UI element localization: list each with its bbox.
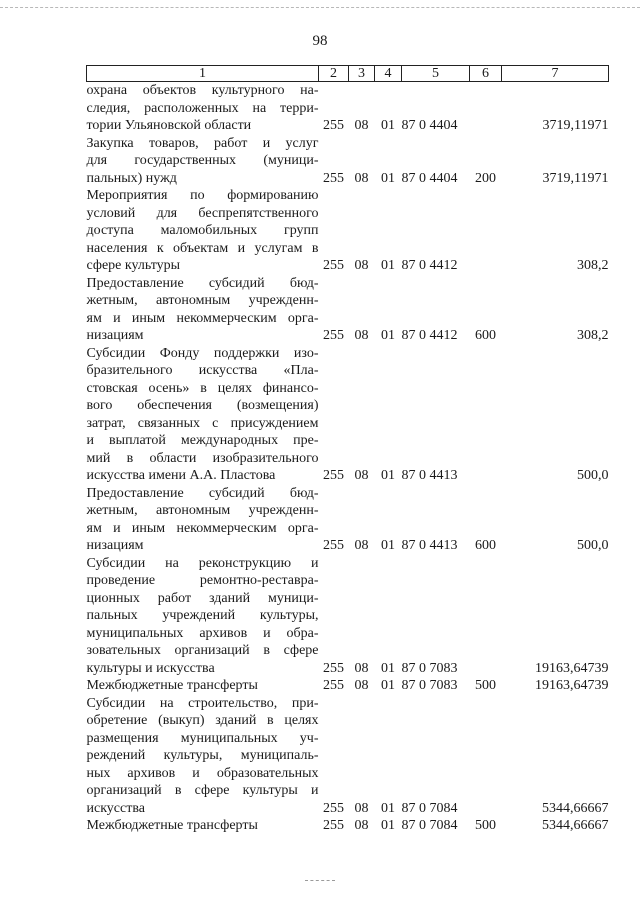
row-name-line: ям и иным некоммерческим орга- — [86, 520, 319, 536]
row-amount: 5344,66667 — [542, 818, 609, 833]
table-body — [87, 82, 609, 835]
row-name-line: и выплатой международных пре- — [86, 433, 319, 448]
column-header: 5 — [402, 66, 470, 82]
column-header: 7 — [502, 66, 609, 82]
row-expense-type — [470, 82, 502, 135]
table-row — [87, 555, 609, 678]
row-name-line: Закупка товаров, работ и услуг — [86, 135, 319, 151]
row-amount: 19163,64739 — [535, 660, 609, 676]
row-expense-type: 500 — [475, 678, 496, 693]
row-admin-code: 255 — [323, 800, 344, 816]
row-name-line: сфере культуры — [86, 258, 181, 273]
row-section-code: 08 — [354, 328, 369, 343]
row-name — [87, 555, 319, 678]
column-header: 2 — [319, 66, 349, 82]
row-subsection-code: 01 — [381, 328, 395, 343]
row-target-article: 87 0 7083 — [401, 678, 458, 693]
row-amount: 5344,66667 — [542, 800, 609, 816]
row-name-line: тории Ульяновской области — [86, 118, 252, 133]
row-expense-type — [470, 695, 502, 818]
row-expense-type — [470, 555, 502, 678]
row-name-line: Предоставление субсидий бюд- — [86, 485, 319, 501]
row-name-line: Мероприятия по формированию — [86, 188, 319, 203]
row-expense-type: 200 — [475, 170, 496, 186]
row-name-line: пальных учреждений культуры, — [86, 608, 319, 623]
scan-top-line — [0, 7, 640, 8]
row-name — [87, 817, 319, 835]
row-section-code: 08 — [354, 678, 369, 693]
row-name — [87, 135, 319, 188]
row-target-article: 87 0 7084 — [401, 818, 458, 833]
row-section-code: 08 — [354, 258, 369, 273]
row-name-line: Межбюджетные трансферты — [86, 818, 258, 833]
table-row — [87, 187, 609, 275]
row-name — [87, 82, 319, 135]
row-name-line: ям и иным некоммерческим орга- — [86, 310, 319, 326]
row-target-article: 87 0 4404 — [401, 118, 458, 133]
table-row — [87, 485, 609, 555]
row-name-line: реждений культуры, муниципаль- — [86, 748, 319, 763]
column-header: 4 — [375, 66, 402, 82]
row-section-code: 08 — [354, 660, 369, 676]
row-name-line: населения к объектам и услугам в — [86, 240, 319, 256]
row-name-line: доступа маломобильных групп — [86, 223, 319, 238]
row-amount: 500,0 — [577, 468, 609, 483]
row-subsection-code: 01 — [381, 170, 395, 186]
row-name-line: размещения муниципальных уч- — [86, 730, 319, 746]
column-header: 6 — [470, 66, 502, 82]
row-subsection-code: 01 — [381, 118, 395, 133]
row-section-code: 08 — [354, 538, 369, 553]
table-row — [87, 677, 609, 695]
row-admin-code: 255 — [323, 328, 344, 343]
table-row — [87, 275, 609, 345]
row-amount: 19163,64739 — [535, 678, 609, 693]
row-subsection-code: 01 — [381, 468, 395, 483]
row-amount: 3719,11971 — [542, 170, 609, 186]
row-amount: 500,0 — [577, 538, 609, 553]
row-admin-code: 255 — [323, 818, 344, 833]
column-header: 3 — [349, 66, 375, 82]
row-name — [87, 187, 319, 275]
row-name-line: низациям — [86, 538, 144, 553]
table-row — [87, 135, 609, 188]
row-expense-type: 500 — [475, 818, 496, 833]
table-row — [87, 82, 609, 135]
row-admin-code: 255 — [323, 118, 344, 133]
row-expense-type: 600 — [475, 328, 496, 343]
row-name — [87, 345, 319, 485]
row-section-code: 08 — [354, 800, 369, 816]
row-name-line: мий в области изобразительного — [86, 450, 319, 466]
row-target-article: 87 0 4412 — [401, 328, 458, 343]
row-subsection-code: 01 — [381, 818, 395, 833]
row-name-line: затрат, связанных с присуждением — [86, 415, 319, 431]
row-subsection-code: 01 — [381, 660, 395, 676]
row-name — [87, 695, 319, 818]
table-row — [87, 695, 609, 818]
row-amount: 3719,11971 — [542, 118, 609, 133]
row-section-code: 08 — [354, 170, 369, 186]
row-name — [87, 275, 319, 345]
row-name-line: ных архивов и образовательных — [86, 765, 319, 781]
row-subsection-code: 01 — [381, 678, 395, 693]
row-target-article: 87 0 4413 — [401, 468, 458, 483]
row-target-article: 87 0 4404 — [401, 170, 458, 186]
row-amount: 308,2 — [577, 328, 609, 343]
row-name-line: культуры и искусства — [86, 660, 215, 676]
table-header-row — [87, 66, 609, 82]
row-name-line: зовательных организаций в сфере — [86, 643, 319, 658]
row-name-line: вого обеспечения (возмещения) — [86, 398, 319, 413]
row-name-line: ционных работ зданий муници- — [86, 590, 319, 606]
row-expense-type: 600 — [475, 538, 496, 553]
row-target-article: 87 0 4412 — [401, 258, 458, 273]
budget-table — [86, 65, 609, 835]
row-name-line: искусства — [86, 800, 145, 816]
row-expense-type — [470, 345, 502, 485]
row-name-line: для государственных (муници- — [86, 153, 319, 168]
row-expense-type — [470, 187, 502, 275]
row-name-line: организаций в сфере культуры и — [86, 783, 319, 798]
row-name-line: следия, расположенных на терри- — [86, 100, 319, 116]
row-subsection-code: 01 — [381, 538, 395, 553]
row-name-line: жетным, автономным учрежденн- — [86, 503, 319, 518]
page-number: 98 — [312, 33, 328, 49]
row-admin-code: 255 — [323, 678, 344, 693]
row-name-line: Субсидии на строительство, при- — [86, 695, 319, 711]
row-name-line: охрана объектов культурного на- — [86, 83, 319, 98]
row-name-line: пальных) нужд — [86, 170, 177, 186]
row-admin-code: 255 — [323, 258, 344, 273]
row-name-line: стовская осень» в целях финансо- — [86, 380, 319, 396]
row-name-line: условий для беспрепятственного — [86, 205, 319, 221]
table-row — [87, 345, 609, 485]
row-name-line: Межбюджетные трансферты — [86, 678, 258, 693]
row-subsection-code: 01 — [381, 258, 395, 273]
row-section-code: 08 — [354, 468, 369, 483]
row-section-code: 08 — [354, 818, 369, 833]
row-admin-code: 255 — [323, 468, 344, 483]
row-admin-code: 255 — [323, 170, 344, 186]
row-name-line: муниципальных архивов и обра- — [86, 625, 319, 641]
row-admin-code: 255 — [323, 660, 344, 676]
row-name-line: искусства имени А.А. Пластова — [86, 468, 276, 483]
row-name-line: жетным, автономным учрежденн- — [86, 293, 319, 308]
row-name-line: Субсидии Фонду поддержки изо- — [86, 345, 319, 361]
column-header: 1 — [87, 66, 319, 82]
row-target-article: 87 0 7084 — [401, 800, 458, 816]
row-name-line: Субсидии на реконструкцию и — [86, 555, 319, 571]
row-name-line: обретение (выкуп) зданий в целях — [86, 713, 319, 728]
row-name-line: низациям — [86, 328, 144, 343]
row-section-code: 08 — [354, 118, 369, 133]
row-name-line: проведение ремонтно-реставра- — [86, 573, 319, 588]
row-name — [87, 485, 319, 555]
row-name-line: бразительного искусства «Пла- — [86, 363, 319, 378]
row-target-article: 87 0 7083 — [401, 660, 458, 676]
row-amount: 308,2 — [577, 258, 609, 273]
row-admin-code: 255 — [323, 538, 344, 553]
row-target-article: 87 0 4413 — [401, 538, 458, 553]
scan-footer-mark — [305, 880, 335, 881]
row-name-line: Предоставление субсидий бюд- — [86, 275, 319, 291]
row-name — [87, 677, 319, 695]
table-row — [87, 817, 609, 835]
row-subsection-code: 01 — [381, 800, 395, 816]
